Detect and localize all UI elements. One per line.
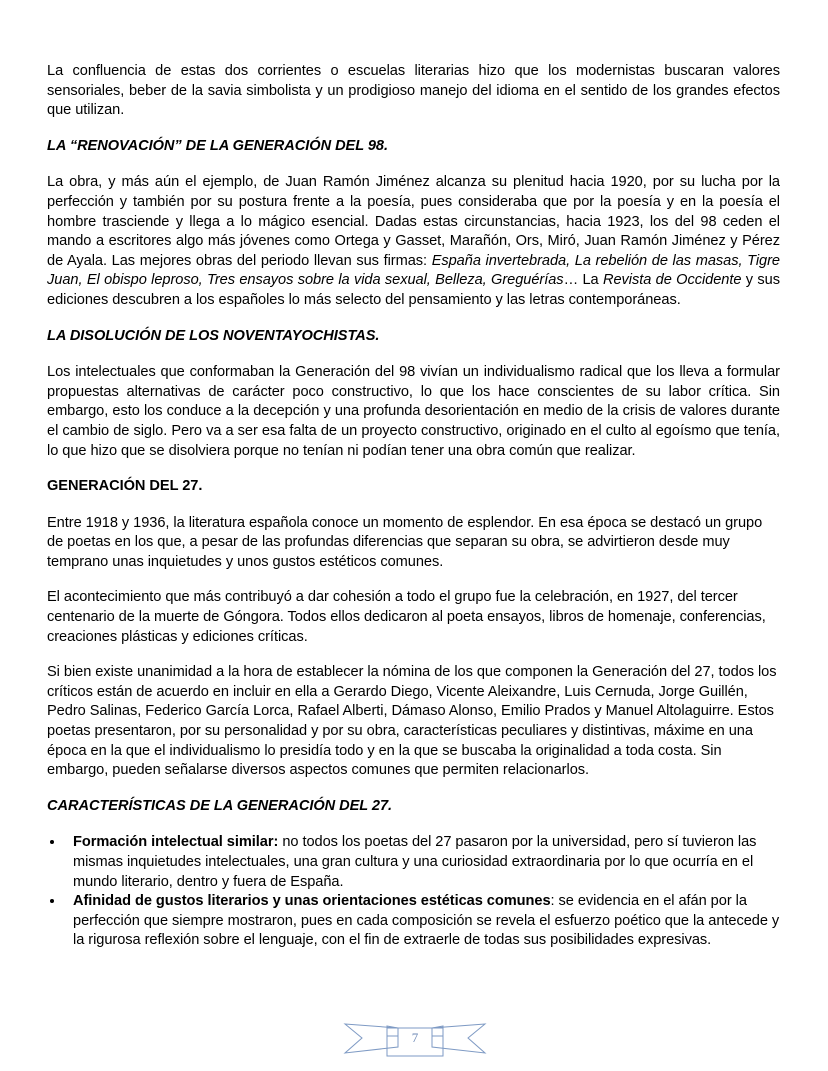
paragraph-juan-ramon-part2: … La bbox=[563, 272, 603, 289]
page-number: 7 bbox=[411, 1030, 419, 1045]
bullet-point-icon bbox=[50, 899, 54, 903]
paragraph-entre-1918: Entre 1918 y 1936, la literatura española conoce un momento de esplendor. En esa época se destacó un grupo de poetas en los que, a pesar de las profundas diferencias que separan su obra, se advirtieron desde muy temprano unas inquietudes y unos gustos estéticos comunes. bbox=[47, 514, 763, 570]
bullet-point-icon bbox=[50, 840, 54, 844]
bullet-item-1-text bbox=[73, 834, 756, 889]
paragraph-unanimidad: Si bien existe unanimidad a la hora de establecer la nómina de los que componen la Generación del 27, todos los críticos están de acuerdo en incluir en ella a Gerardo Diego, Vicente Aleixandre, Luis Cernuda, Jorge Guillén, Pedro Salinas, Federico García Lorca, Rafael Alberti, Dámaso Alonso, Emilio Prados y Manuel Altolaguirre. Estos poetas presentaron, por su personalidad y por su obra, características peculiares y distintivas, máxime en una época en la que el individualismo lo presidía todo y en la que se buscaba la originalidad a toda costa. Sin embargo, pueden señalarse diversos aspectos comunes que permiten relacionarlos. bbox=[47, 664, 777, 779]
list-item bbox=[47, 892, 780, 951]
bullet-item-1-lead: Formación intelectual similar: bbox=[73, 834, 279, 851]
paragraph-intelectuales: Los intelectuales que conformaban la Generación del 98 vivían un individualismo radical que los lleva a formular propuestas alternativas de carácter poco constructivo, lo que los hace conscientes de su labor crítica. Sin embargo, esto los conduce a la decepción y una profunda desorientación en medio de la crisis de valores durante el cambio de siglo. Pero va a ser esa falta de un proyecto constructivo, originado en el culto al egoísmo que tenía, lo que hizo que se disolviera porque no tenían ni podían tener una obra común que realizar. bbox=[47, 364, 780, 459]
paragraph-confluencia: La confluencia de estas dos corrientes o escuelas literarias hizo que los modernistas buscaran valores sensoriales, beber de la savia simbolista y un prodigioso manejo del idioma en el sentido de los grandes efectos que utilizan. bbox=[47, 63, 780, 119]
paragraph-juan-ramon-jimenez bbox=[47, 173, 780, 310]
bullet-item-2-lead: Afinidad de gustos literarios y unas orientaciones estéticas comunes bbox=[73, 893, 551, 910]
document-body bbox=[47, 62, 780, 951]
paragraph-juan-ramon-part1: La obra, y más aún el ejemplo, de Juan Ramón Jiménez alcanza su plenitud hacia 1920, por su lucha por la perfección y también por su postura frente a la poesía, pues consideraba que por la poesía y en la poesía el hombre trasciende y llega a lo mágico esencial. Dadas estas circunstancias, hacia 1923, los del 98 ceden el mando a escritores algo más jóvenes como Ortega y Gasset, Marañón, Ors, Miró, Juan Ramón Jiménez y Pérez de Ayala. Las mejores obras del periodo llevan sus firmas: bbox=[47, 174, 780, 269]
work-titles-italic-1: España invertebrada, La rebelión de las masas, Tigre Juan, El obispo leproso, Tres ensayos sobre la vida sexual, Belleza, Greguérías bbox=[47, 252, 781, 289]
heading-generacion-27: GENERACIÓN DEL 27. bbox=[47, 478, 203, 495]
bullet-item-2-body: : se evidencia en el afán por la perfección que siempre mostraron, pues en cada composición se revela el esfuerzo poético que la antecede y la rigurosa reflexión sobre el lenguaje, con el fin de extraerle de todas sus posibilidades expresivas. bbox=[73, 893, 780, 949]
list-item bbox=[47, 833, 780, 892]
paragraph-juan-ramon-part3: y sus ediciones descubren a los españoles lo más selecto del pensamiento y las letras contemporáneas. bbox=[47, 272, 780, 308]
heading-renovacion-generacion-98: LA “RENOVACIÓN” DE LA GENERACIÓN DEL 98. bbox=[47, 137, 388, 154]
heading-caracteristicas-generacion-27: CARACTERÍSTICAS DE LA GENERACIÓN DEL 27. bbox=[47, 797, 393, 814]
bullet-item-1-body: no todos los poetas del 27 pasaron por la universidad, pero sí tuvieron las mismas inquietudes intelectuales, una gran cultura y una curiosidad extraordinaria por lo que ocurría en el mundo literario, dentro y fuera de España. bbox=[73, 834, 757, 890]
heading-disolucion-noventayochistas: LA DISOLUCIÓN DE LOS NOVENTAYOCHISTAS. bbox=[47, 327, 380, 344]
characteristics-list bbox=[47, 833, 780, 951]
bullet-item-2-text bbox=[73, 893, 779, 948]
work-titles-italic-2: Revista de Occidente bbox=[602, 272, 742, 289]
paragraph-acontecimiento: El acontecimiento que más contribuyó a dar cohesión a todo el grupo fue la celebración, en 1927, del tercer centenario de la muerte de Góngora. Todos ellos dedicaron al poeta ensayos, libros de homenaje, conferencias, creaciones plásticas y ediciones críticas. bbox=[47, 589, 766, 645]
